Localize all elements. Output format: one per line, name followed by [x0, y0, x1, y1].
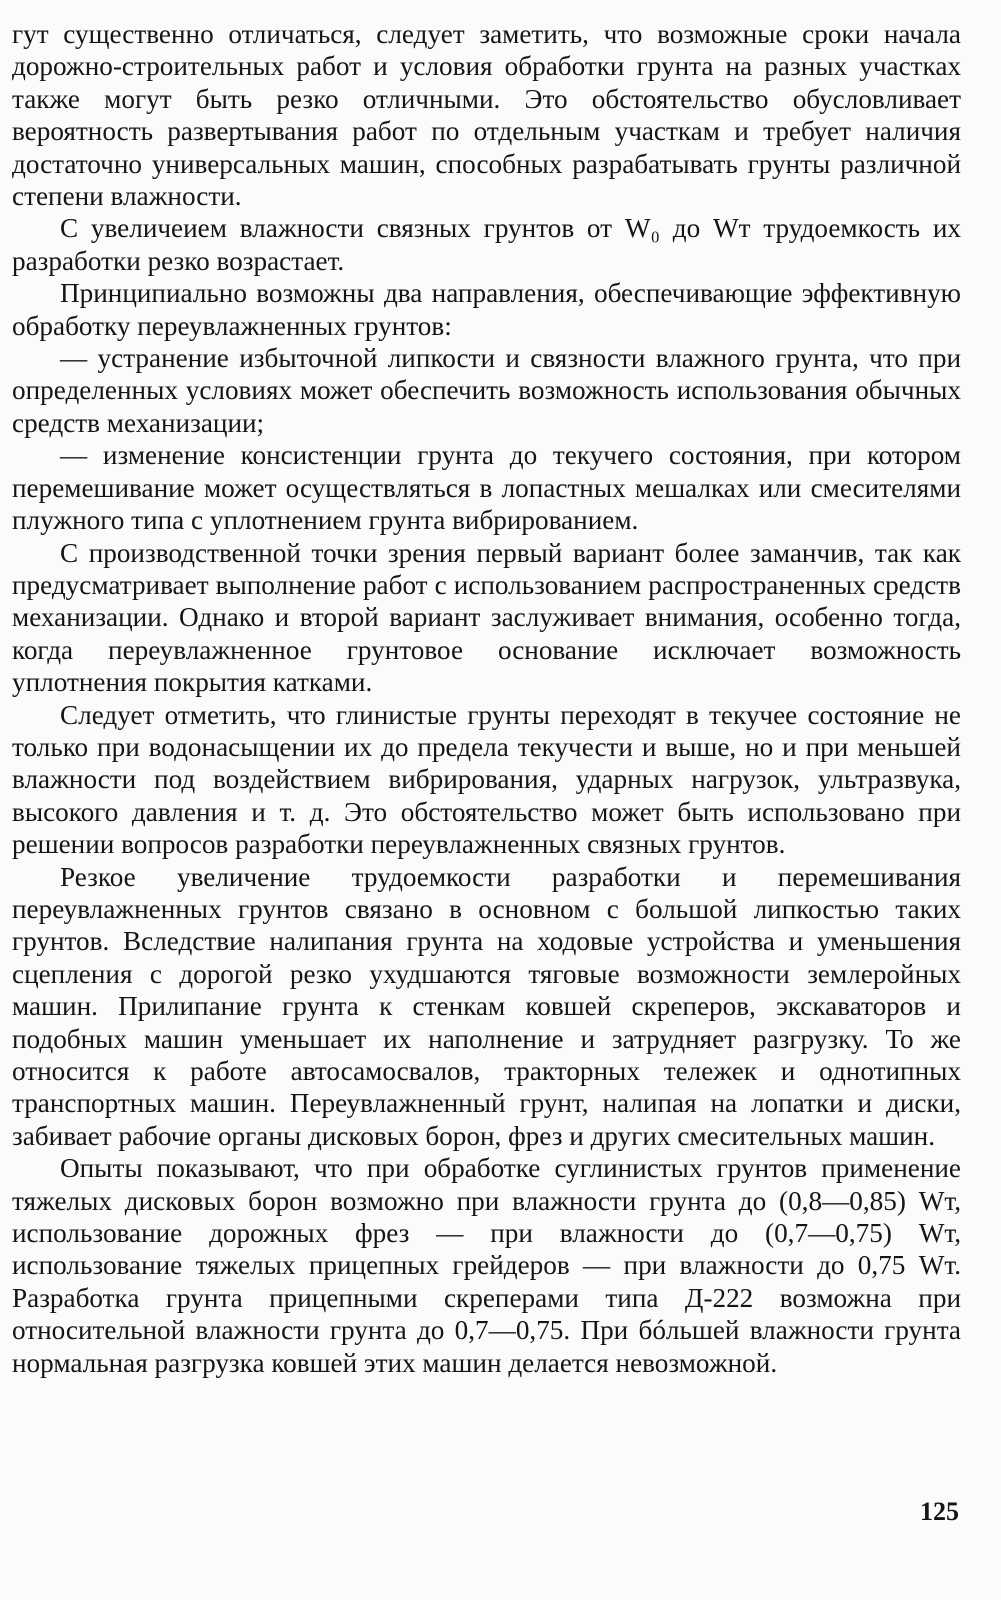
paragraph-4: — устранение избыточной липкости и связности влажного грунта, что при определенных условиях может обеспечить возможность использования обычных средств механизации;: [12, 343, 961, 438]
paragraph-8: Резкое увеличение трудоемкости разработки и перемешивания переувлажненных грунтов связано в основном с большой липкостью таких грунтов. Вследствие налипания грунта на ходовые устройства и уменьшения сцепления с дорогой резко ухудшаются тяговые возможности землеройных машин. Прилипание грунта к стенкам ковшей скреперов, экскаваторов и подобных машин уменьшает их наполнение и затрудняет разгрузку. То же относится к работе автосамосвалов, тракторных тележек и однотипных транспортных машин. Переувлажненный грунт, налипая на лопатки и диски, забивает рабочие органы дисковых борон, фрез и других смесительных машин.: [12, 861, 961, 1151]
paragraph-5: — изменение консистенции грунта до текучего состояния, при котором перемешивание может осуществляться в лопастных мешалках или смесителями плужного типа с уплотнением грунта вибрированием.: [12, 440, 961, 536]
paragraph-6: С производственной точки зрения первый вариант более заманчив, так как предусматривает выполнение работ с использованием распространенных средств механизации. Однако и второй вариант заслуживает внимания, особенно тогда, когда переувлажненное грунтовое основание исключает возможность уплотнения покрытия катками.: [12, 537, 961, 698]
paragraph-9: Опыты показывают, что при обработке суглинистых грунтов применение тяжелых дисковых борон возможно при влажности грунта до (0,8—0,85) Wт, использование дорожных фрез — при влажности до (0,7—0,75) Wт, использование тяжелых прицепных грейдеров — при влажности до 0,75 Wт. Разработка грунта прицепными скреперами типа Д-222 возможна при относительной влажности грунта до 0,7—0,75. При бóльшей влажности грунта нормальная разгрузка ковшей этих машин делается невозможной.: [12, 1153, 961, 1378]
paragraph-7: Следует отметить, что глинистые грунты переходят в текучее состояние не только при водонасыщении их до предела текучести и выше, но и при меньшей влажности под воздействием вибрирования, ударных нагрузок, ультразвука, высокого давления и т. д. Это обстоятельство может быть использовано при решении вопросов разработки переувлажненных связных грунтов.: [12, 699, 961, 860]
paragraph-3: Принципиально возможны два направления, обеспечивающие эффективную обработку переувлажненных грунтов:: [12, 278, 961, 341]
paragraph-2: С увеличеием влажности связных грунтов от W₀ до Wт трудоемкость их разработки резко возрастает.: [12, 213, 961, 276]
page-number: 125: [920, 1497, 959, 1526]
paragraph-1: гут существенно отличаться, следует заметить, что возможные сроки начала дорожно-строительных работ и условия обработки грунта на разных участках также могут быть резко отличными. Это обстоятельство обусловливает вероятность развертывания работ по отдельным участкам и требует наличия достаточно универсальных машин, способных разрабатывать грунты различной степени влажности.: [12, 19, 961, 212]
document-body: [12, 18, 961, 1379]
